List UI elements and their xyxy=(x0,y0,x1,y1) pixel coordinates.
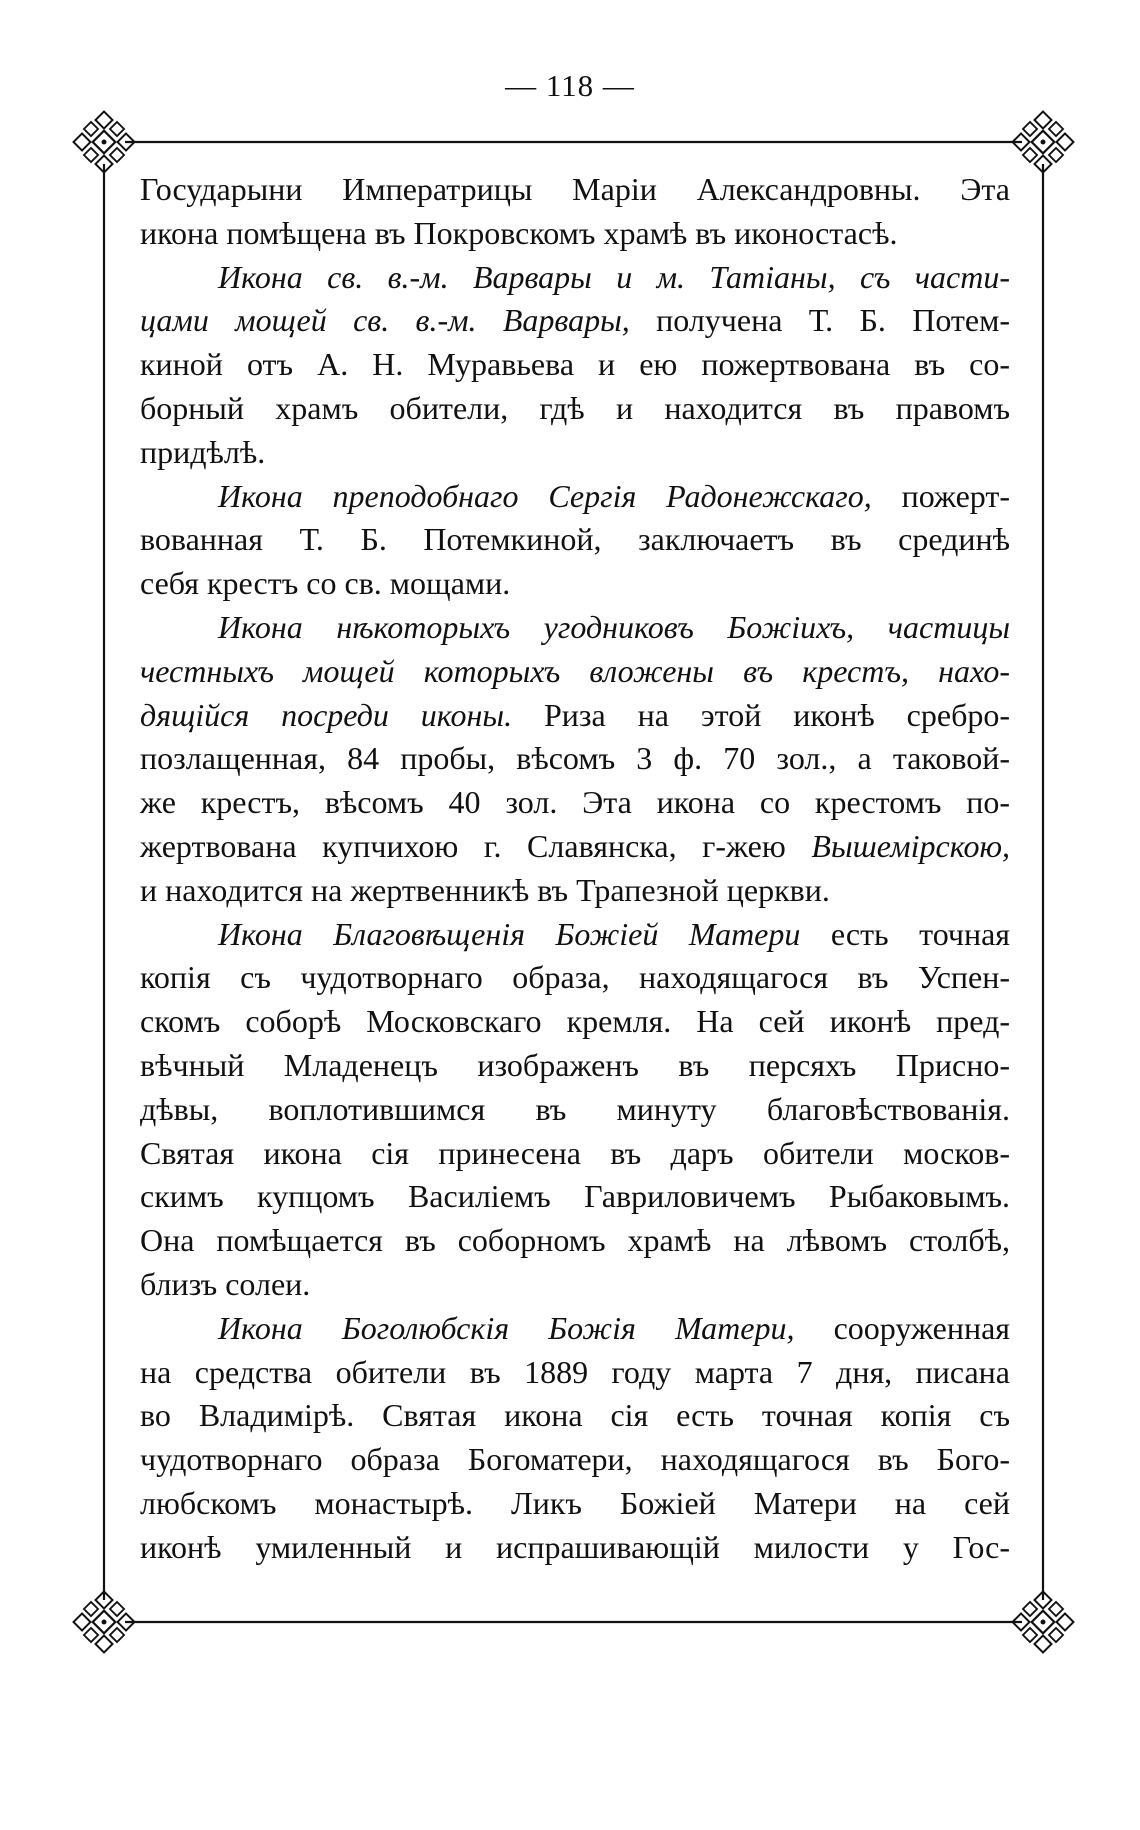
text-line: скомъ соборѣ Московскаго кремля. На сей иконѣ пред- xyxy=(140,1003,1010,1040)
text-line: на средства обители въ 1889 году марта 7 дня, писана xyxy=(140,1353,1010,1390)
text-line: Она помѣщается въ соборномъ храмѣ на лѣвомъ столбѣ, xyxy=(140,1222,1010,1259)
text-line xyxy=(140,650,1010,694)
text-line: Святая икона сія принесена въ даръ обители москов- xyxy=(140,1134,1010,1171)
italic-title: Икона преподобнаго Сергія Радонежскаго, xyxy=(218,477,872,514)
text-run: жертвована купчихою г. Славянска, г-жею xyxy=(140,827,812,864)
italic-title: Икона Боголюбскія Божія Матери, xyxy=(218,1309,795,1346)
text-run: сооруженная xyxy=(794,1309,1011,1346)
text-line xyxy=(140,299,1010,343)
page-number: — 118 — xyxy=(505,68,635,103)
text-line: скимъ купцомъ Василіемъ Гавриловичемъ Рыбаковымъ. xyxy=(140,1178,1010,1215)
text-line: дѣвы, воплотившимся въ минуту благовѣствованія. xyxy=(140,1090,1010,1127)
text-line xyxy=(140,1307,1010,1351)
italic-title: Икона нѣкоторыхъ угодниковъ Божіихъ, частицы xyxy=(218,608,1010,645)
text-line: придѣлѣ. xyxy=(140,433,266,470)
italic-title: дящійся посреди иконы. xyxy=(140,696,513,733)
text-run: есть точная xyxy=(800,915,1010,952)
italic-title: Икона св. в.-м. Варвары и м. Татіаны, съ части- xyxy=(218,258,1010,295)
text-line: же крестъ, вѣсомъ 40 зол. Эта икона со крестомъ по- xyxy=(140,784,1010,821)
text-line: близъ солеи. xyxy=(140,1265,311,1302)
italic-title: Икона Благовѣщенія Божіей Матери xyxy=(218,915,801,952)
text-line: борный храмъ обители, гдѣ и находится въ правомъ xyxy=(140,389,1010,426)
text-line: вованная Т. Б. Потемкиной, заключаетъ въ срединѣ xyxy=(140,521,1010,558)
text-line: копія съ чудотворнаго образа, находящагося въ Успен- xyxy=(140,959,1010,996)
text-line: иконѣ умиленный и испрашивающій милости у Гос- xyxy=(140,1528,1010,1565)
text-line: позлащенная, 84 пробы, вѣсомъ 3 ф. 70 зол., а таковой- xyxy=(140,740,1010,777)
text-line: чудотворнаго образа Богоматери, находящагося въ Бого- xyxy=(140,1441,1010,1478)
body-text xyxy=(140,168,1010,1570)
text-run: Риза на этой иконѣ сребро- xyxy=(512,696,1011,733)
text-line: себя крестъ со св. мощами. xyxy=(140,565,511,602)
text-line xyxy=(140,606,1010,650)
text-line: вѣчный Младенецъ изображенъ въ персяхъ Присно- xyxy=(140,1046,1010,1083)
text-line xyxy=(140,825,1010,869)
text-run: пожерт- xyxy=(871,477,1010,514)
text-line: любскомъ монастырѣ. Ликъ Божіей Матери на сей xyxy=(140,1484,1010,1521)
text-line: во Владимірѣ. Святая икона сія есть точная копія съ xyxy=(140,1397,1010,1434)
italic-title: честныхъ мощей которыхъ вложены въ крестъ, нахо- xyxy=(140,652,1010,689)
text-line xyxy=(140,475,1010,519)
text-line: Государыни Императрицы Маріи Александровны. Эта xyxy=(140,171,1010,207)
italic-name: Вышемірскою, xyxy=(811,827,1010,864)
italic-title: цами мощей св. в.-м. Варвары, xyxy=(140,302,630,339)
text-line: икона помѣщена въ Покровскомъ храмѣ въ иконостасѣ. xyxy=(140,214,898,251)
text-line xyxy=(140,256,1010,300)
text-line: и находится на жертвенникѣ въ Трапезной церкви. xyxy=(140,871,830,908)
text-run: получена Т. Б. Потем- xyxy=(629,302,1011,339)
text-line xyxy=(140,913,1010,957)
text-line: киной отъ А. Н. Муравьева и ею пожертвована въ со- xyxy=(140,346,1010,383)
text-line xyxy=(140,694,1010,738)
